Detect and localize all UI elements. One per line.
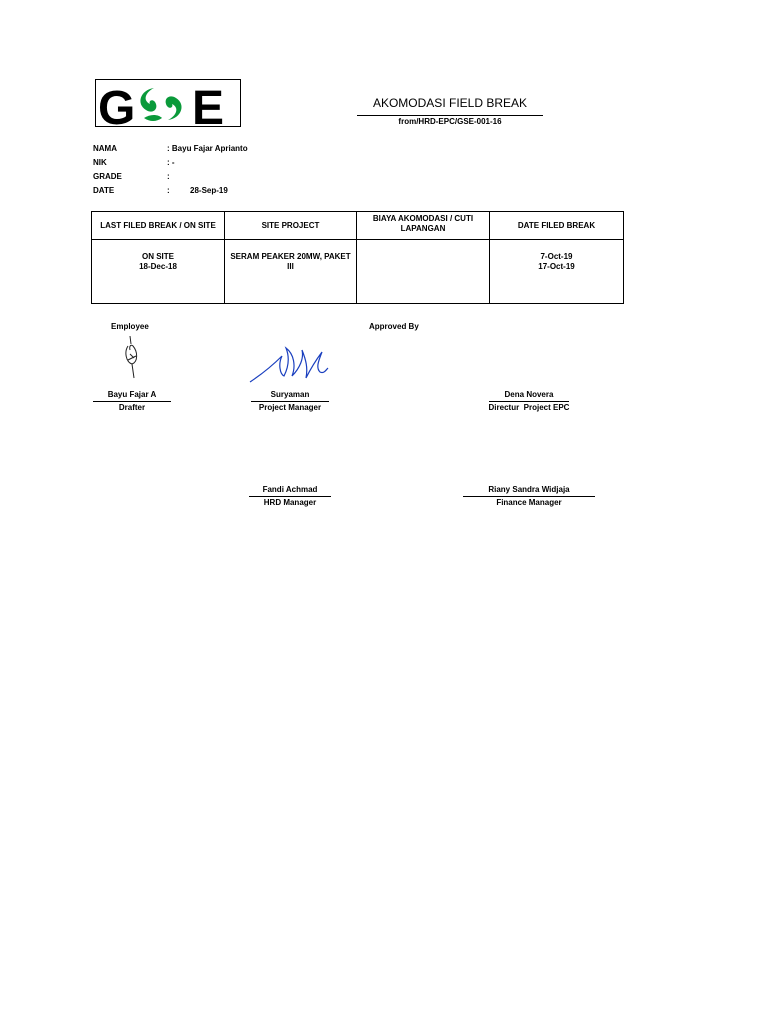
info-value-date: 28-Sep-19	[190, 186, 228, 195]
signer-name-pm: Suryaman	[270, 390, 310, 399]
signer-title-hrd: HRD Manager	[263, 498, 317, 507]
signer-title-drafter: Drafter	[118, 403, 146, 412]
signer-name-finance: Riany Sandra Widjaja	[488, 485, 570, 494]
table-header-cell: SITE PROJECT	[225, 212, 357, 240]
document-code: from/HRD-EPC/GSE-001-16	[398, 117, 502, 126]
on-site-label: ON SITE	[141, 252, 174, 261]
pm-signature-icon	[248, 338, 330, 386]
signature-line	[489, 401, 569, 402]
date-filed-1: 7-Oct-19	[540, 252, 573, 261]
table-header-cell: DATE FILED BREAK	[490, 212, 624, 240]
signer-name-director: Dena Novera	[504, 390, 554, 399]
info-label-date: DATE	[93, 186, 115, 195]
signer-title-director: Directur Project EPC	[488, 403, 570, 412]
logo-swirl-icon	[140, 88, 181, 121]
table-cell-date-filed	[490, 240, 624, 304]
signer-name-drafter: Bayu Fajar A	[107, 390, 157, 399]
table-cell-site-project	[225, 240, 357, 304]
date-filed-2: 17-Oct-19	[538, 262, 575, 271]
table-header-row	[92, 212, 624, 240]
table-row	[92, 240, 624, 304]
info-label-nik: NIK	[93, 158, 107, 167]
signature-line	[93, 401, 171, 402]
on-site-date: 18-Dec-18	[139, 262, 177, 271]
signature-line	[463, 496, 595, 497]
info-value-nama: : Bayu Fajar Aprianto	[167, 144, 248, 153]
svg-text:E: E	[192, 82, 225, 127]
employee-signature-icon	[118, 334, 148, 382]
signer-title-finance: Finance Manager	[496, 498, 562, 507]
table-header-cell: BIAYA AKOMODASI / CUTI LAPANGAN	[357, 212, 490, 240]
table-cell-on-site	[92, 240, 225, 304]
signature-line	[251, 401, 329, 402]
svg-text:G: G	[98, 82, 134, 127]
approved-by-label: Approved By	[369, 322, 419, 331]
signer-name-hrd: Fandi Achmad	[262, 485, 318, 494]
table-header-cell: LAST FILED BREAK / ON SITE	[92, 212, 225, 240]
site-project-value: SERAM PEAKER 20MW, PAKET III	[230, 252, 351, 271]
info-colon-date: :	[167, 186, 170, 195]
employee-label: Employee	[111, 322, 149, 331]
signer-title-pm: Project Manager	[258, 403, 322, 412]
info-label-nama: NAMA	[93, 144, 117, 153]
signature-line	[249, 496, 331, 497]
document-title: AKOMODASI FIELD BREAK	[372, 96, 528, 110]
company-logo	[95, 79, 241, 127]
table-cell-biaya	[357, 240, 490, 304]
info-label-grade: GRADE	[93, 172, 122, 181]
title-underline	[357, 115, 543, 116]
info-value-grade: :	[167, 172, 170, 181]
field-break-table	[91, 211, 624, 304]
info-value-nik: : -	[167, 158, 175, 167]
